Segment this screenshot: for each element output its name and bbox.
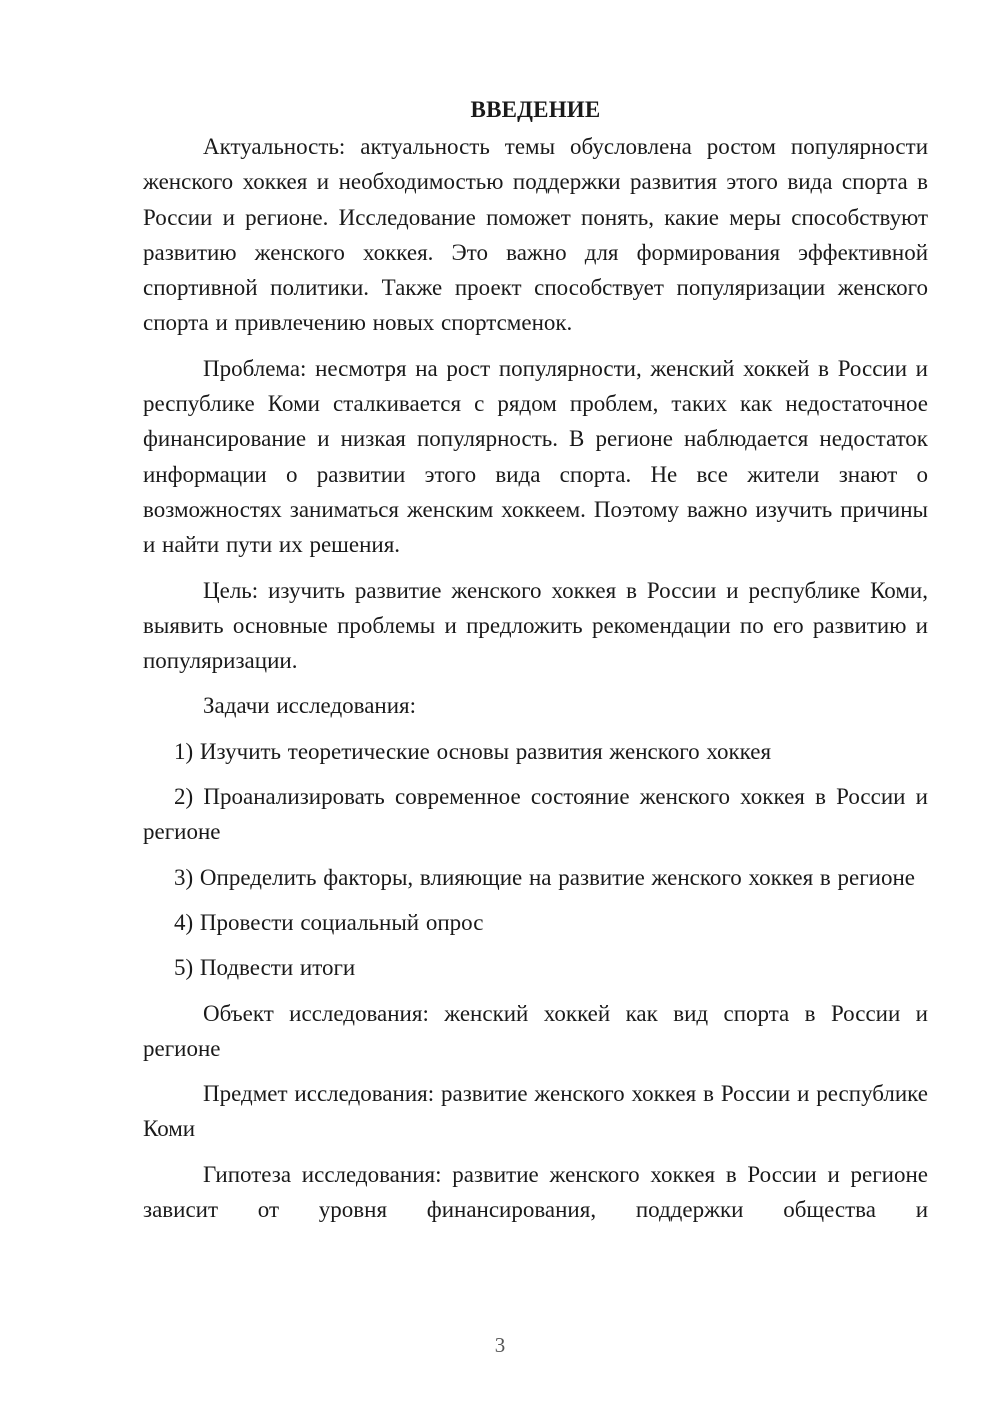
paragraph-tasks-heading: Задачи исследования: [203, 693, 417, 719]
paragraph-problem: Проблема: несмотря на рост популярности, женский хоккей в России и республике Коми сталкивается с рядом проблем, таких как недостаточное финансирование и низкая популярность. В регионе наблюдается недостаток информации о развитии этого вида спорта. Не все жители знают о возможностях заниматься женским хоккеем. Поэтому важно изучить причины и найти пути их решения. [143, 355, 928, 558]
task-item-1: 1) Изучить теоретические основы развития женского хоккея [174, 738, 772, 764]
paragraph-goal: Цель: изучить развитие женского хоккея в России и республике Коми, выявить основные проблемы и предложить рекомендации по его развитию и популяризации. [143, 577, 928, 674]
task-item-2: 2) Проанализировать современное состояние женского хоккея в России и регионе [143, 784, 928, 845]
paragraph-relevance: Актуальность: актуальность темы обусловлена ростом популярности женского хоккея и необходимостью поддержки развития этого вида спорта в России и регионе. Исследование поможет понять, какие меры способствуют развитию женского хоккея. Это важно для формирования эффективной спортивной политики. Также проект способствует популяризации женского спорта и привлечению новых спортсменок. [143, 134, 928, 336]
task-item-3: 3) Определить факторы, влияющие на развитие женского хоккея в регионе [174, 864, 915, 890]
page-content [143, 92, 928, 1227]
task-item-4: 4) Провести социальный опрос [174, 909, 484, 935]
task-item-5: 5) Подвести итоги [174, 955, 356, 981]
paragraph-subject: Предмет исследования: развитие женского хоккея в России и республике Коми [143, 1081, 928, 1142]
page-number: 3 [494, 1333, 506, 1357]
paragraph-object: Объект исследования: женский хоккей как вид спорта в России и регионе [143, 1000, 928, 1061]
paragraph-hypothesis: Гипотеза исследования: развитие женского хоккея в России и регионе зависит от уровня финансирования, поддержки общества и [143, 1161, 928, 1223]
section-title: ВВЕДЕНИЕ [470, 97, 601, 122]
